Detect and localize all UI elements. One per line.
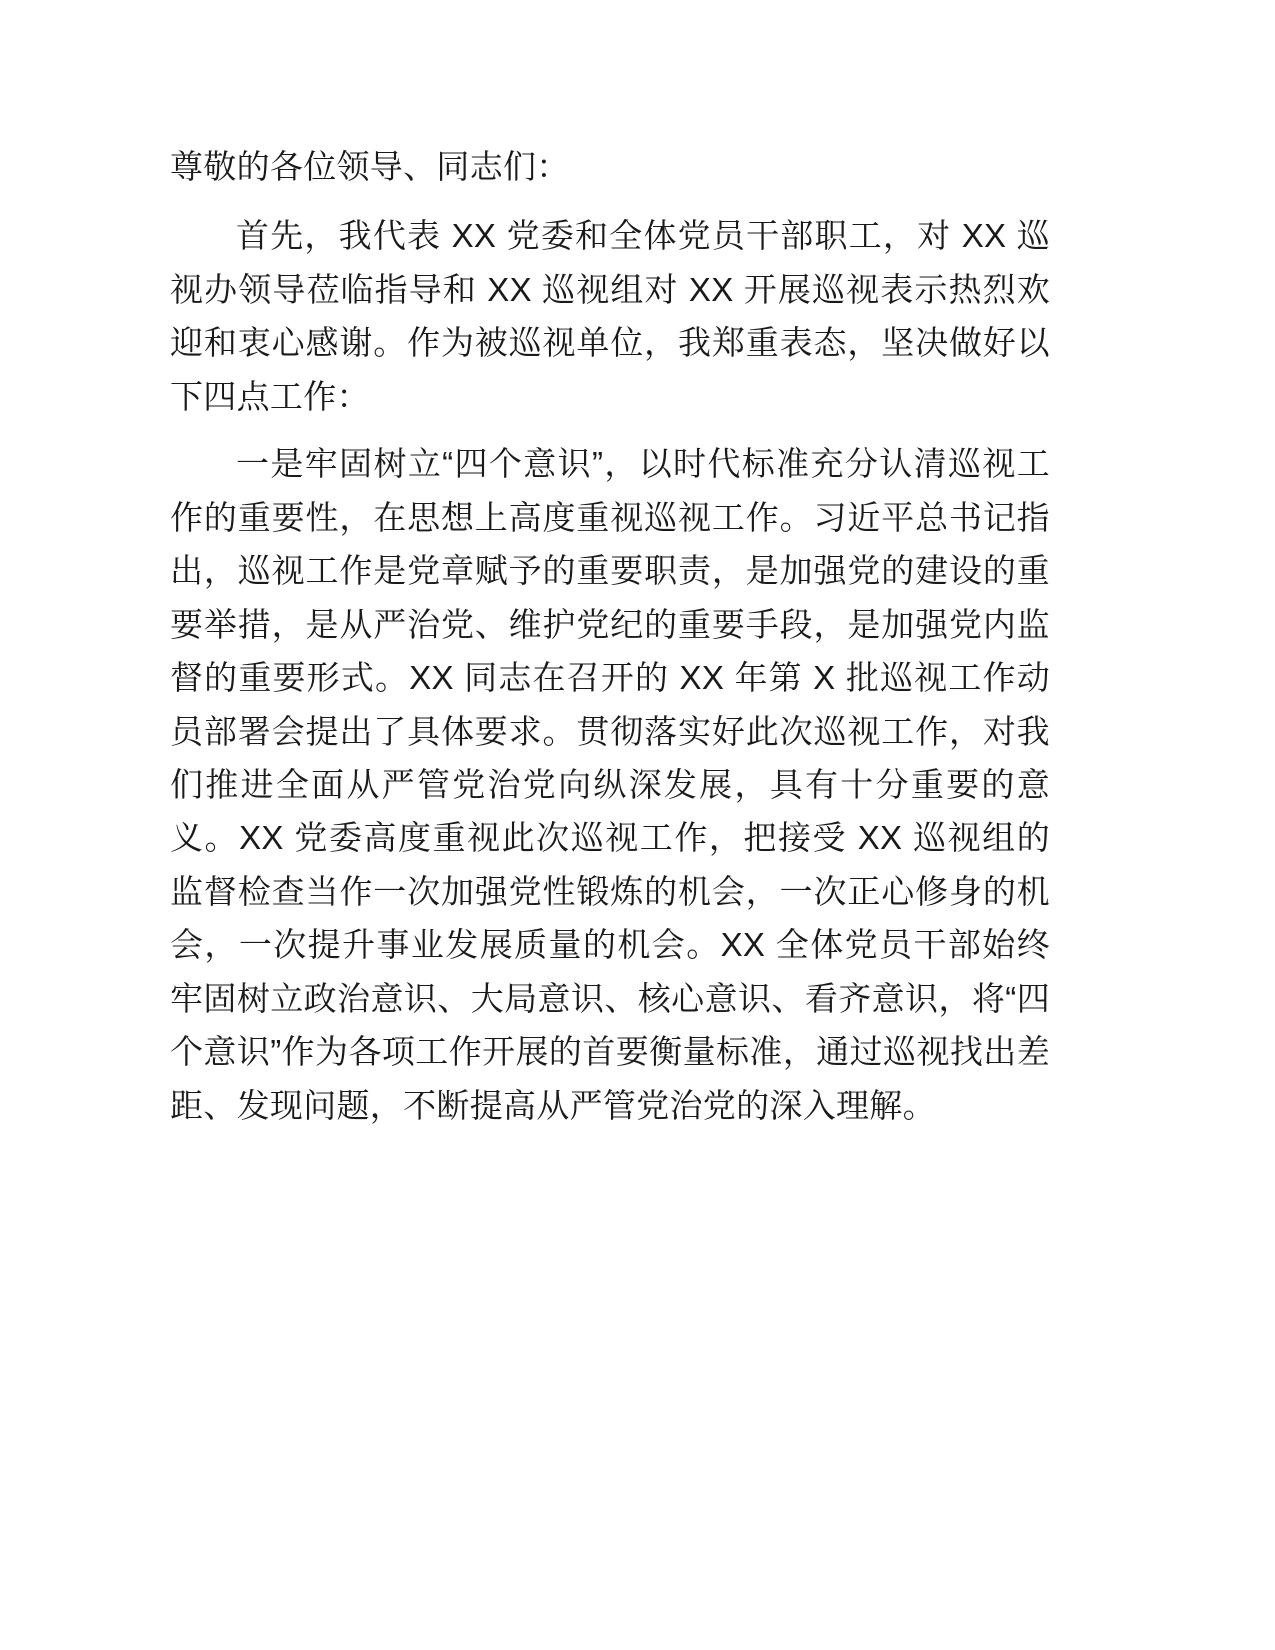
paragraph-point-one: 一是牢固树立“四个意识”，以时代标准充分认清巡视工作的重要性，在思想上高度重视巡视工作。习近平总书记指出，巡视工作是党章赋予的重要职责，是加强党的建设的重要举措，是从严治党、维护党纪的重要手段，是加强党内监督的重要形式。XX 同志在召开的 XX 年第 X 批巡视工作动员部署会提出了具体要求。贯彻落实好此次巡视工作，对我们推进全面从严管党治党向纵深发展，具有十分重要的意义。XX 党委高度重视此次巡视工作，把接受 XX 巡视组的监督检查当作一次加强党性锻炼的机会，一次正心修身的机会，一次提升事业发展质量的机会。XX 全体党员干部始终牢固树立政治意识、大局意识、核心意识、看齐意识，将“四个意识”作为各项工作开展的首要衡量标准，通过巡视找出差距、发现问题，不断提高从严管党治党的深入理解。: [170, 445, 1050, 1124]
document-body: [170, 140, 1050, 1132]
paragraph-opening: 首先，我代表 XX 党委和全体党员干部职工，对 XX 巡视办领导莅临指导和 XX 巡视组对 XX 开展巡视表示热烈欢迎和衷心感谢。作为被巡视单位，我郑重表态，坚决做好以下四点工作：: [170, 217, 1050, 415]
paragraph-salutation: 尊敬的各位领导、同志们：: [170, 148, 570, 185]
